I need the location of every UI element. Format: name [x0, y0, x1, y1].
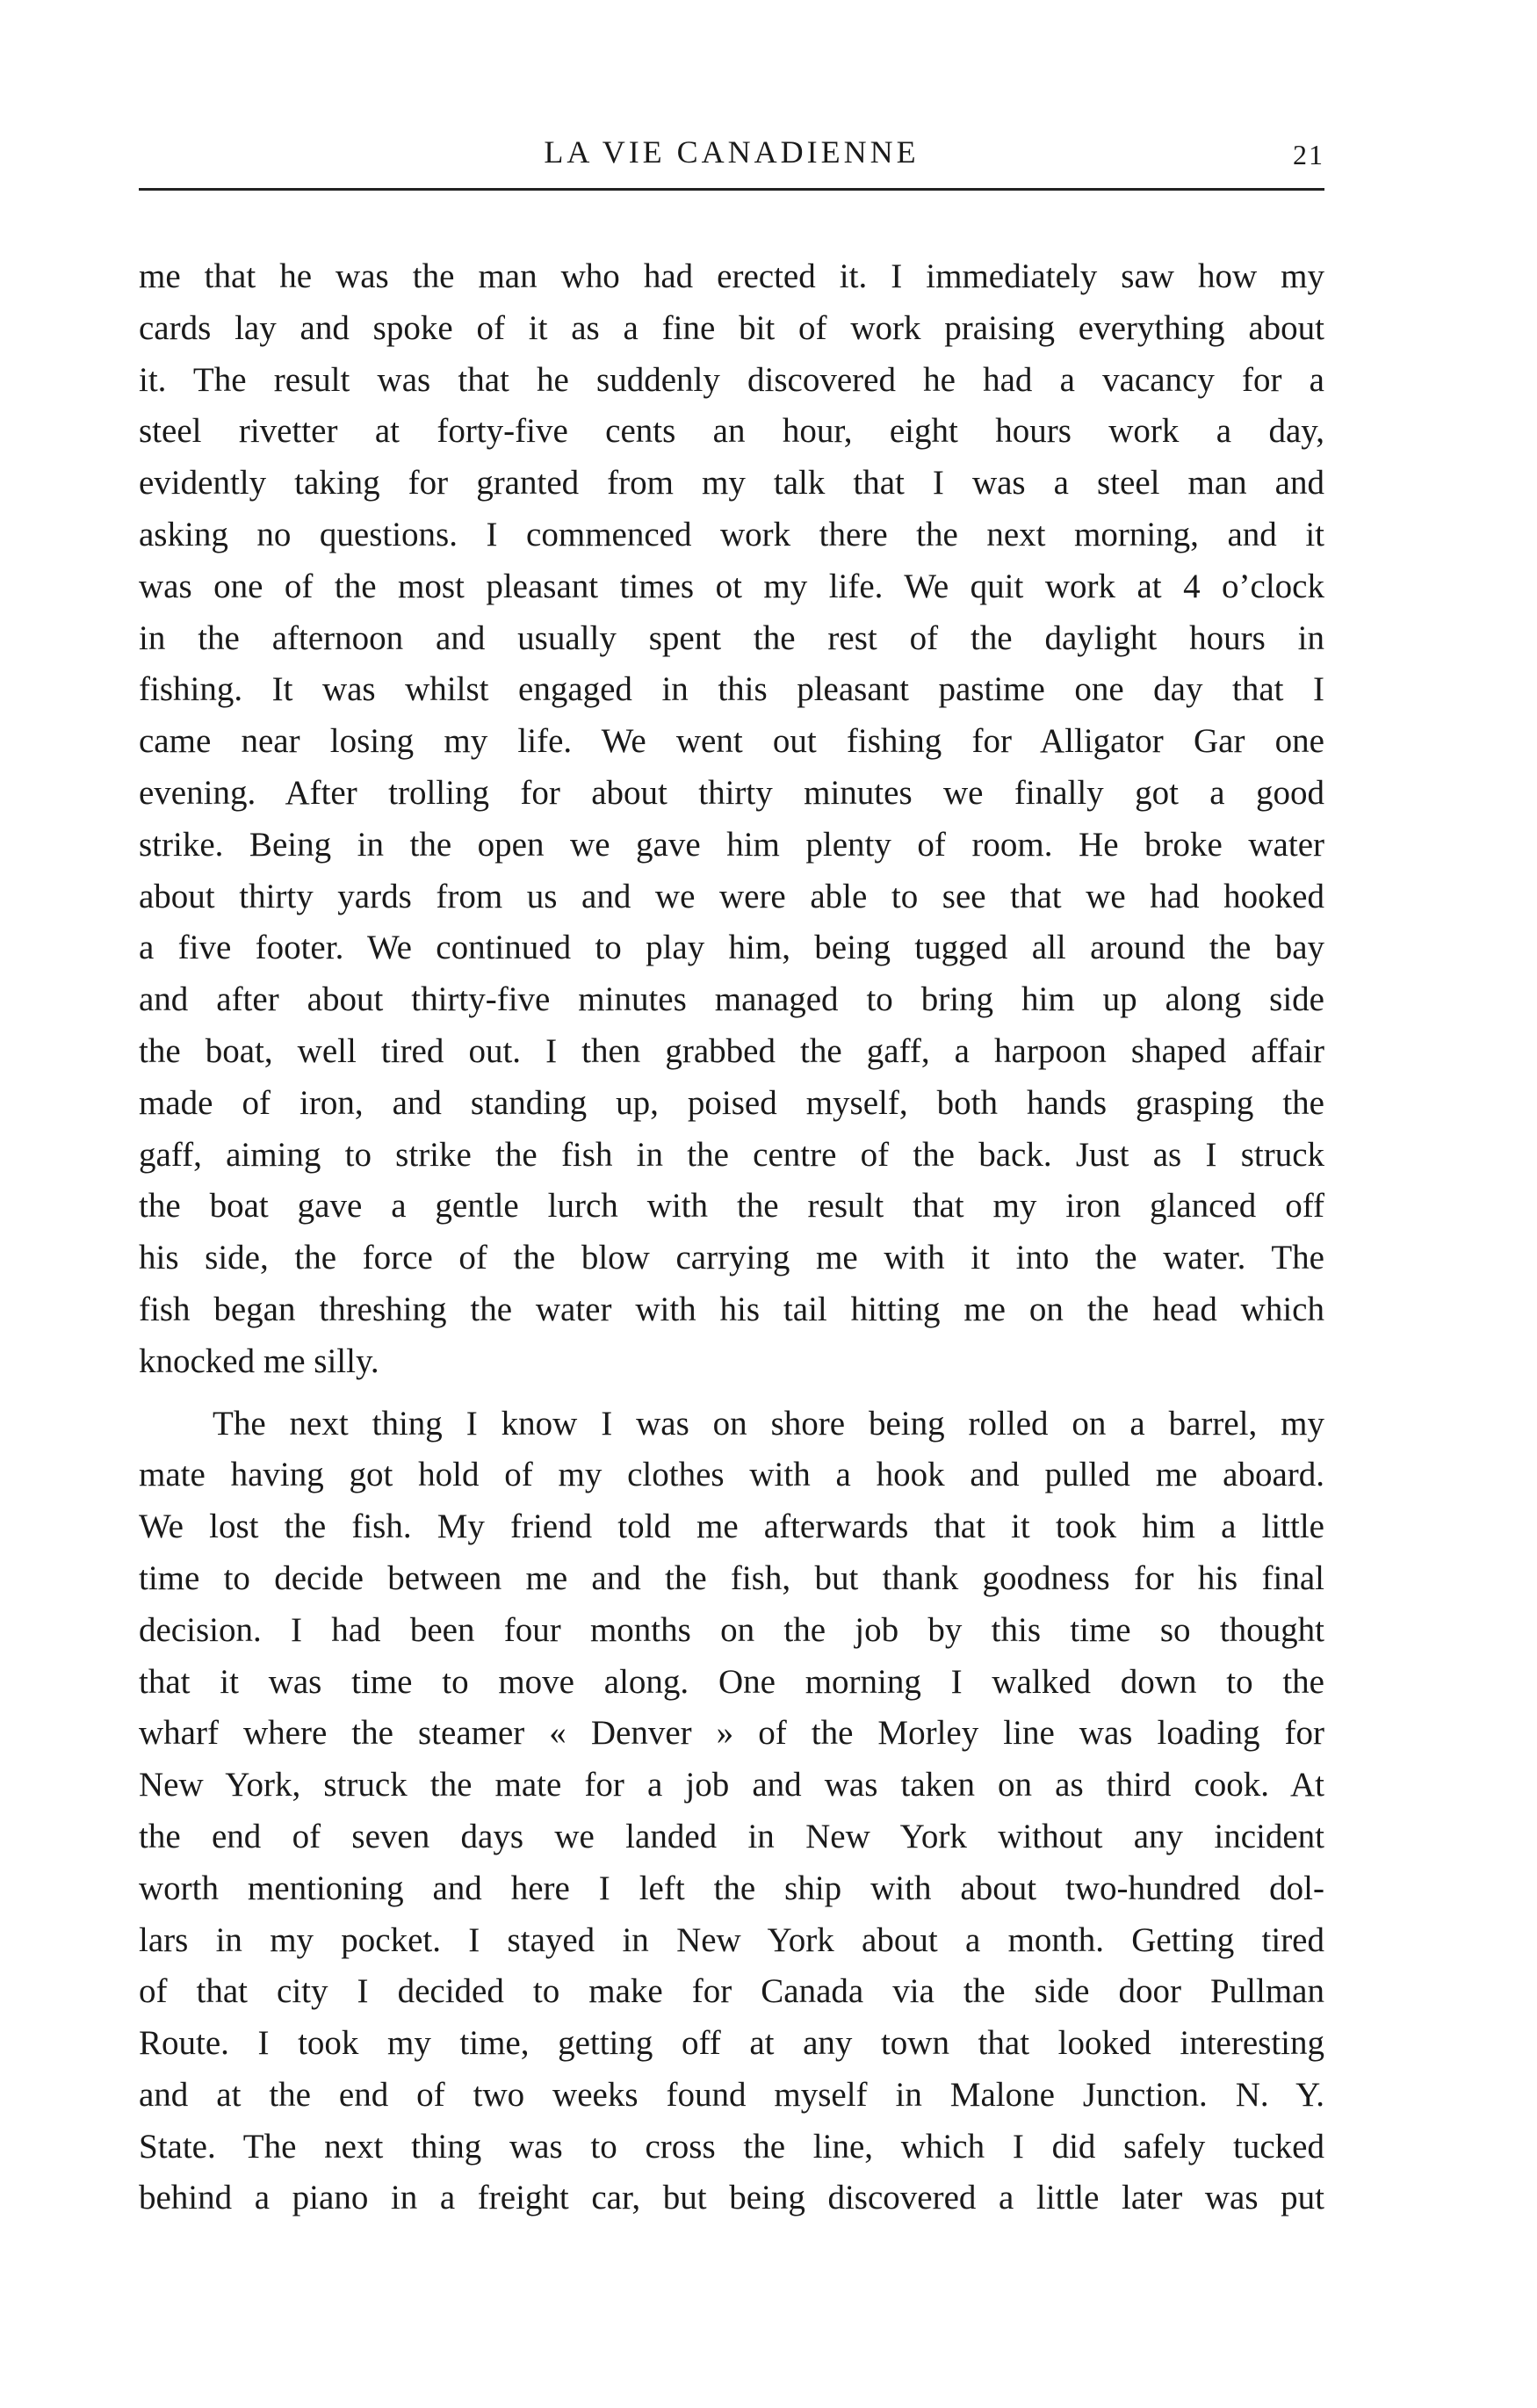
- text-line: that it was time to move along. One morning I walked down to the: [139, 1662, 1324, 1701]
- text-line: Route. I took my time, getting off at any town that looked interesting: [139, 2024, 1324, 2063]
- text-line: a five footer. We continued to play him, being tugged all around the bay: [139, 929, 1324, 967]
- text-line: fish began threshing the water with his tail hitting me on the head which: [139, 1290, 1324, 1328]
- text-line: behind a piano in a freight car, but being discovered a little later was put: [139, 2179, 1324, 2217]
- text-line: steel rivetter at forty-five cents an hour, eight hours work a day,: [139, 412, 1324, 451]
- text-line: and after about thirty-five minutes managed to bring him up along side: [139, 980, 1324, 1019]
- paragraph-gap: [139, 1388, 1324, 1399]
- page-number: 21: [1293, 139, 1324, 170]
- text-line: it. The result was that he suddenly discovered he had a vacancy for a: [139, 360, 1324, 399]
- text-line: and at the end of two weeks found myself in Malone Junction. N. Y.: [139, 2075, 1324, 2114]
- running-header: [139, 134, 1324, 176]
- text-line: mate having got hold of my clothes with a hook and pulled me aboard.: [139, 1456, 1324, 1494]
- text-line: made of iron, and standing up, poised myself, both hands grasping the: [139, 1083, 1324, 1122]
- header-rule: [139, 188, 1324, 191]
- text-line: worth mentioning and here I left the ship with about two-hundred dol-: [139, 1869, 1324, 1907]
- text-line: evening. After trolling for about thirty minutes we finally got a good: [139, 773, 1324, 812]
- paragraph: [139, 251, 1324, 1388]
- text-line: time to decide between me and the fish, but thank goodness for his final: [139, 1558, 1324, 1597]
- text-line: came near losing my life. We went out fishing for Alligator Gar one: [139, 722, 1324, 761]
- text-line: decision. I had been four months on the job by this time so thought: [139, 1610, 1324, 1649]
- text-line: wharf where the steamer « Denver » of the Morley line was loading for: [139, 1714, 1324, 1753]
- text-line: was one of the most pleasant times ot my life. We quit work at 4 o’clock: [139, 567, 1324, 605]
- text-line: State. The next thing was to cross the line, which I did safely tucked: [139, 2127, 1324, 2166]
- text-line: of that city I decided to make for Canada via the side door Pullman: [139, 1972, 1324, 2011]
- text-line: New York, struck the mate for a job and was taken on as third cook. At: [139, 1766, 1324, 1804]
- running-title: LA VIE CANADIENNE: [544, 134, 920, 170]
- text-line: the boat, well tired out. I then grabbed the gaff, a harpoon shaped affair: [139, 1031, 1324, 1070]
- text-line: We lost the fish. My friend told me afterwards that it took him a little: [139, 1508, 1324, 1546]
- text-line: his side, the force of the blow carrying me with it into the water. The: [139, 1239, 1324, 1277]
- text-line: The next thing I know I was on shore being rolled on a barrel, my: [213, 1404, 1324, 1443]
- text-line: about thirty yards from us and we were able to see that we had hooked: [139, 877, 1324, 915]
- paragraph: [139, 1399, 1324, 2225]
- text-line: lars in my pocket. I stayed in New York about a month. Getting tired: [139, 1920, 1324, 1959]
- body-text: [139, 251, 1324, 2224]
- text-line: gaff, aiming to strike the fish in the centre of the back. Just as I struck: [139, 1135, 1324, 1174]
- text-line: the boat gave a gentle lurch with the result that my iron glanced off: [139, 1187, 1324, 1226]
- text-line: asking no questions. I commenced work there the next morning, and it: [139, 515, 1324, 553]
- text-line: the end of seven days we landed in New York without any incident: [139, 1817, 1324, 1855]
- text-line: cards lay and spoke of it as a fine bit of work praising everything about: [139, 308, 1324, 347]
- text-line: knocked me silly.: [139, 1341, 379, 1380]
- text-line: me that he was the man who had erected it. I immediately saw how my: [139, 257, 1324, 295]
- text-line: fishing. It was whilst engaged in this pleasant pastime one day that I: [139, 670, 1324, 709]
- text-line: strike. Being in the open we gave him plenty of room. He broke water: [139, 825, 1324, 864]
- text-line: evidently taking for granted from my talk that I was a steel man and: [139, 464, 1324, 503]
- text-line: in the afternoon and usually spent the rest of the daylight hours in: [139, 618, 1324, 657]
